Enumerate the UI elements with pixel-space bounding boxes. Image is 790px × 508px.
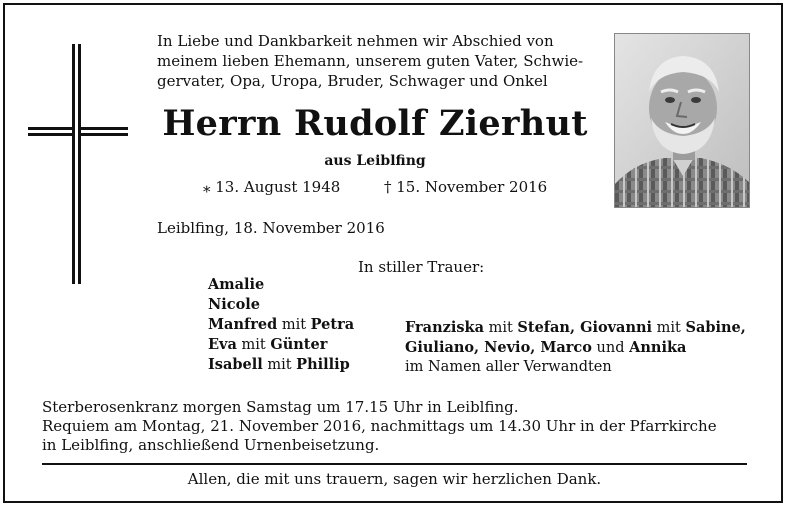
birth-date: ⁎ 13. August 1948 <box>203 178 341 196</box>
deceased-name: Herrn Rudolf Zierhut <box>162 103 588 144</box>
info-line: in Leiblfing, anschließend Urnenbeisetzung. <box>42 436 380 454</box>
intro-line: In Liebe und Dankbarkeit nehmen wir Abschied von <box>157 32 554 50</box>
portrait-photo <box>614 33 750 208</box>
family-list-right <box>405 318 746 377</box>
service-info <box>42 398 717 455</box>
intro-text <box>157 31 597 91</box>
family-line: Franziska mit Stefan, Giovanni mit Sabine, <box>405 319 746 336</box>
family-member: Isabell mit Phillip <box>208 356 350 373</box>
info-line: Requiem am Montag, 21. November 2016, nachmittags um 14.30 Uhr in der Pfarrkirche <box>42 417 717 435</box>
death-date: † 15. November 2016 <box>384 178 548 196</box>
family-line: im Namen aller Verwandten <box>405 359 612 375</box>
info-line: Sterberosenkranz morgen Samstag um 17.15 Uhr in Leiblfing. <box>42 398 519 416</box>
family-member: Manfred mit Petra <box>208 316 355 333</box>
family-member: Amalie <box>208 276 265 293</box>
family-line: Giuliano, Nevio, Marco und Annika <box>405 339 687 356</box>
deceased-origin: aus Leiblfing <box>324 153 426 169</box>
intro-line: meinem lieben Ehemann, unserem guten Vater, Schwie- <box>157 52 584 70</box>
family-member: Nicole <box>208 296 260 313</box>
cross-icon <box>28 44 132 284</box>
thanks-line: Allen, die mit uns trauern, sagen wir herzlichen Dank. <box>187 470 602 488</box>
family-list-left <box>208 275 354 375</box>
place-and-date: Leiblfing, 18. November 2016 <box>157 219 385 237</box>
divider <box>42 463 747 465</box>
family-member: Eva mit Günter <box>208 336 328 353</box>
intro-line: gervater, Opa, Uropa, Bruder, Schwager und Onkel <box>157 72 548 90</box>
mourning-heading: In stiller Trauer: <box>358 258 485 276</box>
